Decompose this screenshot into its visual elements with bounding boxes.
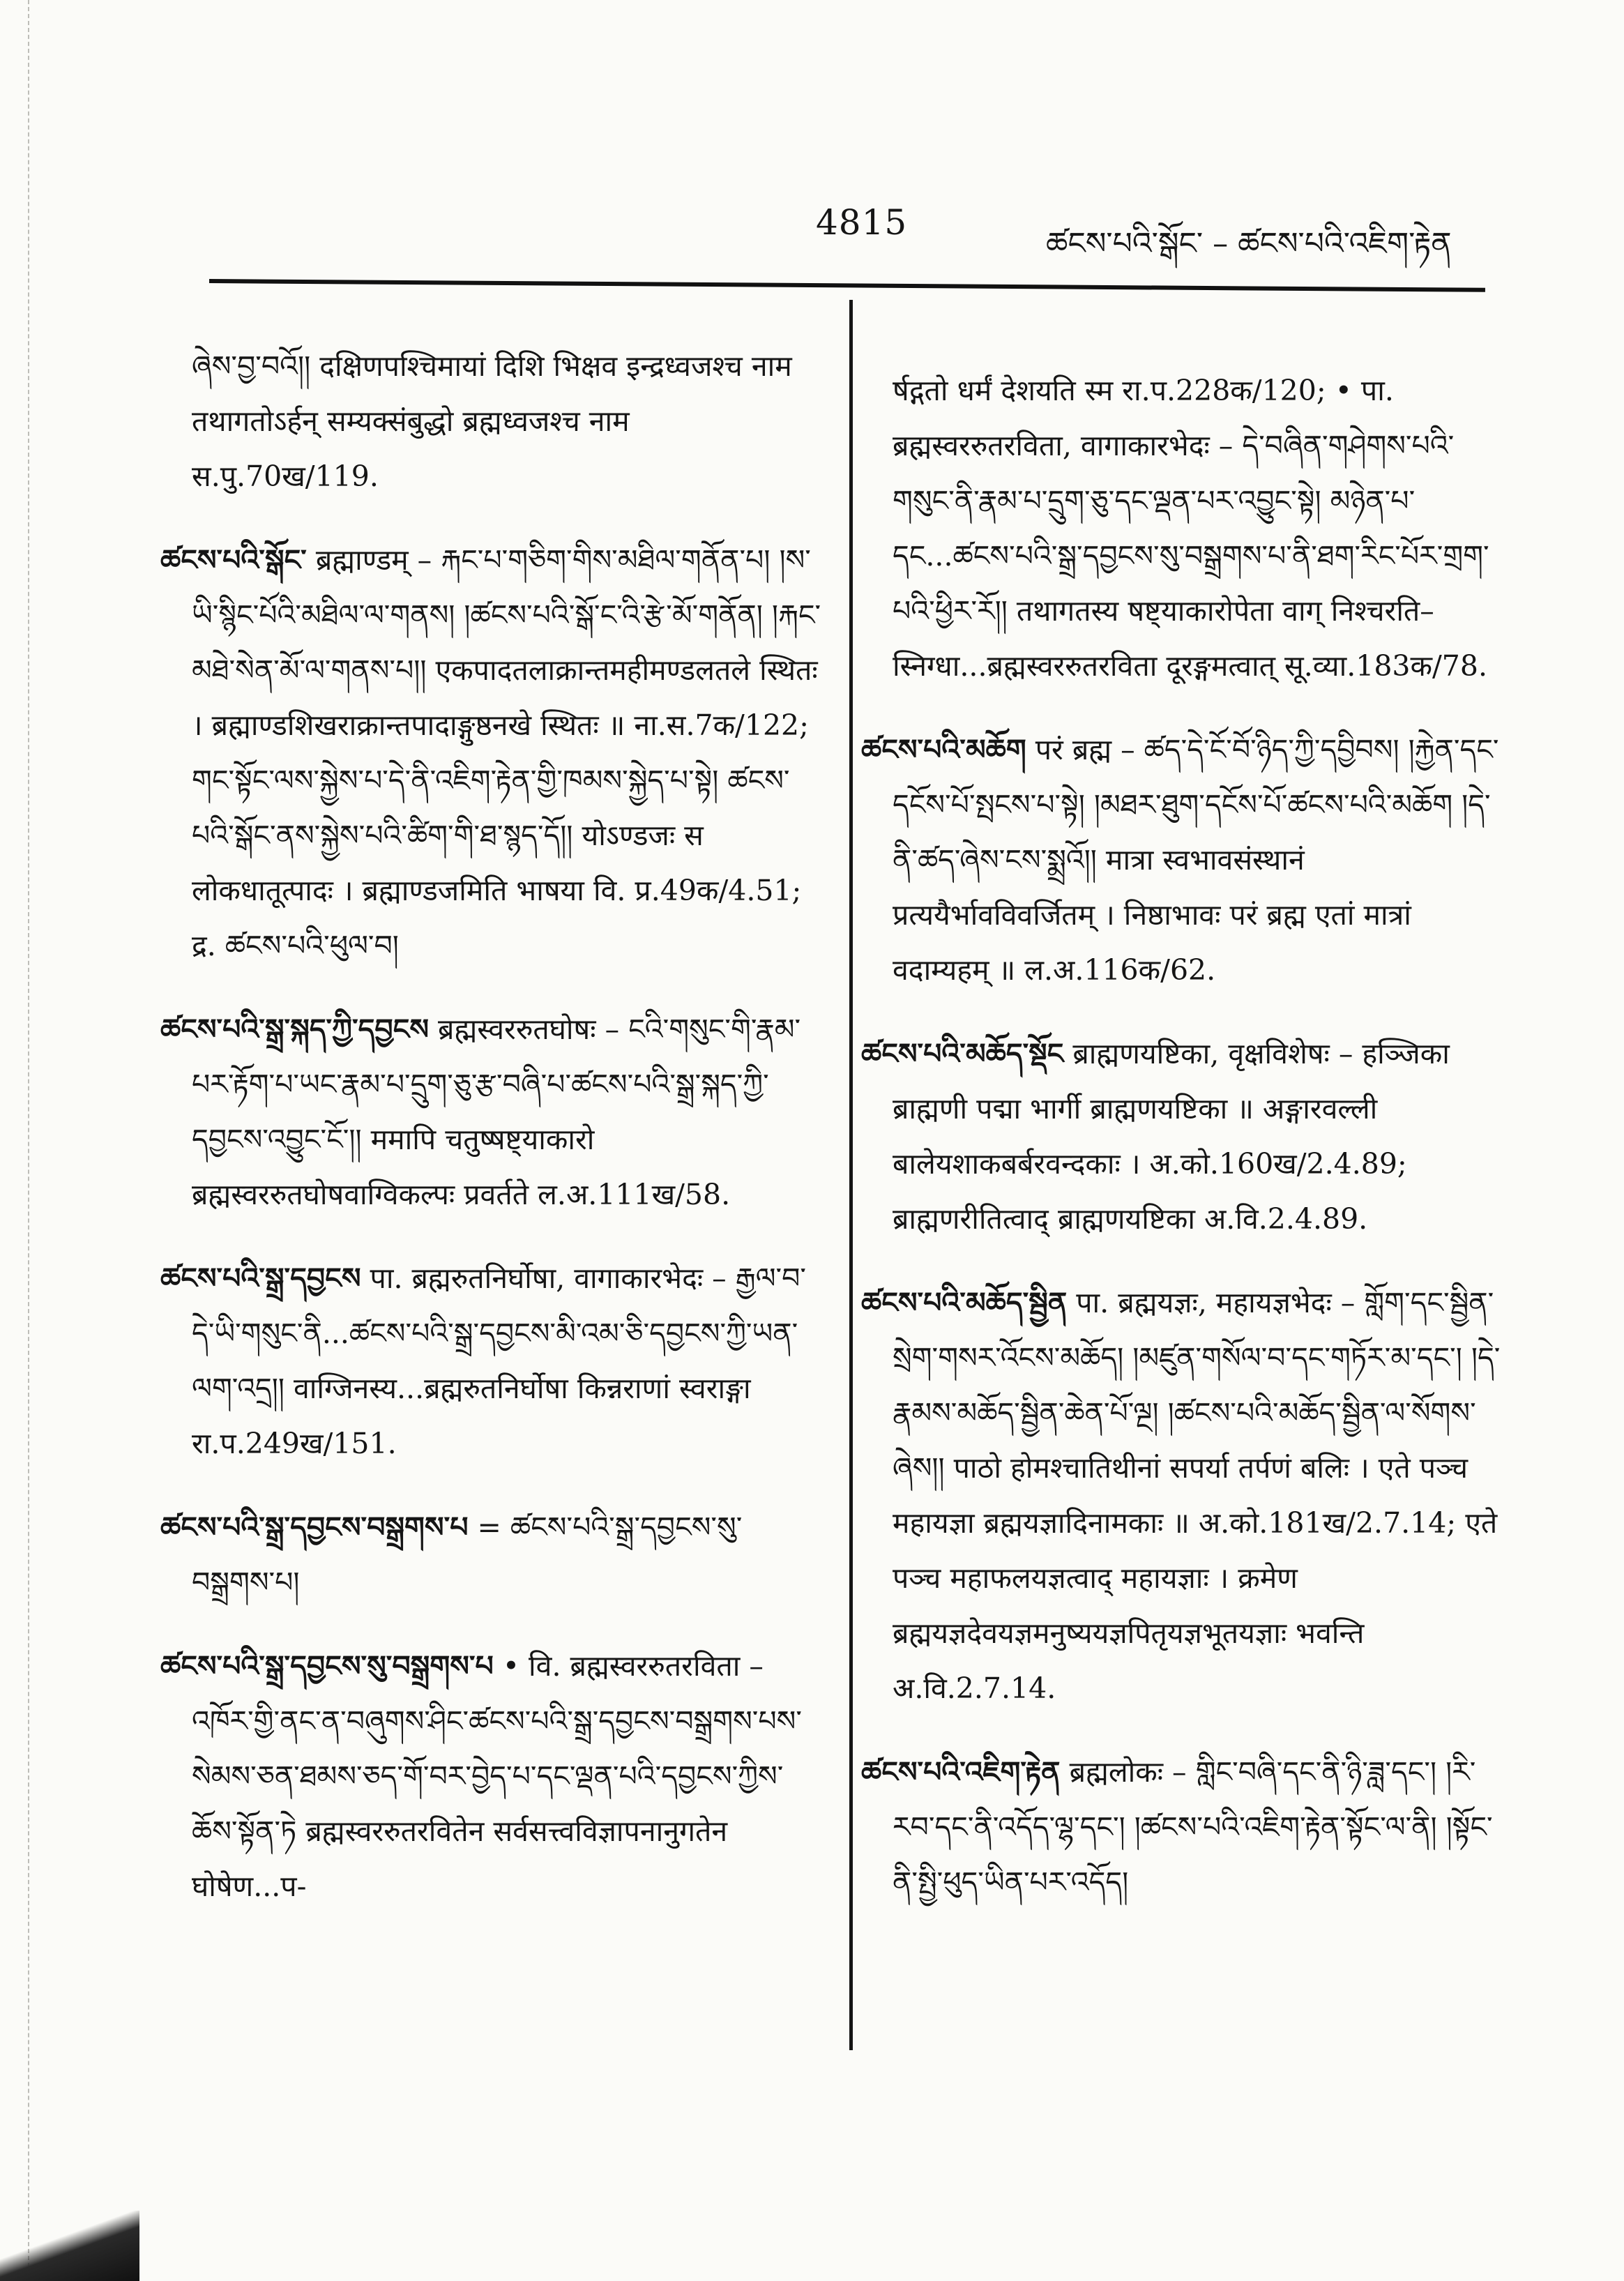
- dictionary-entry: [160, 339, 823, 504]
- dictionary-entry: [160, 1500, 823, 1610]
- entry-body: = ཚངས་པའི་སྒྲ་དབྱངས་སུ་བསྒྲགས་པ།: [192, 1510, 743, 1599]
- entry-body: परं ब्रह्म – ཚད་དེ་ངོ་བོ་ཉིད་ཀྱི་དབྱིབས། །རྐྱེན་དང་དངོས་པོ་སྤངས་པ་སྟེ། །མཐར་ཐུག་དངོས་པོ་ཚངས་པའི་མཆོག །དེ་ནི་ཚད་ཞེས་ངས་སྨྲའོ།། मात्रा स्वभावसंस्थानं प्रत्ययैर्भावविवर्जितम् । निष्ठाभावः परं ब्रह्म एतां मात्रां वदाम्यहम् ॥ ल.अ.116क/62.: [893, 733, 1499, 987]
- entry-body: • वि. ब्रह्मस्वररुतरविता – འཁོར་གྱི་ནང་ན་བཞུགས་ཤིང་ཚངས་པའི་སྒྲ་དབྱངས་བསྒྲགས་པས་སེམས་ཅན་ཐམས་ཅད་གོ་བར་བྱེད་པ་དང་ལྡན་པའི་དབྱངས་ཀྱིས་ཆོས་སྟོན་ཏེ ब्रह्मस्वररुतरवितेन सर्वसत्त्वविज्ञापनानुगतेन घोषेण...प-: [192, 1649, 802, 1903]
- entry-headword: ཚངས་པའི་མཆོད་སྦྱིན: [861, 1286, 1068, 1319]
- dictionary-entry: [861, 1026, 1503, 1247]
- dictionary-entry: [160, 1002, 823, 1222]
- entry-body: र्षद्गतो धर्मं देशयति स्म रा.प.228क/120; • पा. ब्रह्मस्वररुतरविता, वागाकारभेदः – དེ་བཞིན་གཤེགས་པའི་གསུང་ནི་རྣམ་པ་དྲུག་ཅུ་དང་ལྡན་པར་འབྱུང་སྟེ། མཉེན་པ་དང...ཚངས་པའི་སྒྲ་དབྱངས་སུ་བསྒྲགས་པ་ནི་ཐག་རིང་པོར་གྲག་པའི་ཕྱིར་རོ།། तथागतस्य षष्ट्याकारोपेता वाग् निश्चरति–स्निग्धा...ब्रह्मस्वररुतरविता दूरङ्गमत्वात् सू.व्या.183क/78.: [893, 374, 1489, 683]
- dictionary-entry: [160, 533, 823, 973]
- dictionary-entry: [160, 1639, 823, 1914]
- dictionary-entry: [160, 1251, 823, 1471]
- dictionary-entry: [861, 1275, 1503, 1716]
- entry-body: ब्रह्मलोकः – གླིང་བཞི་དང་ནི་ཉི་ཟླ་དང་། །རི་རབ་དང་ནི་འདོད་ལྷ་དང་། །ཚངས་པའི་འཇིག་རྟེན་སྟོང་ལ་ནི། །སྟོང་ནི་སྤྱི་ཕུད་ཡིན་པར་འདོད།: [893, 1755, 1493, 1899]
- running-head: ཚངས་པའི་སྒོང་ – ཚངས་པའི་འཇིག་རྟེན: [1046, 226, 1452, 262]
- entry-headword: ཚངས་པའི་འཇིག་རྟེན: [861, 1755, 1061, 1789]
- scan-shadow-corner: [0, 2211, 139, 2281]
- entry-headword: ཚངས་པའི་མཆོག: [861, 733, 1026, 766]
- entry-headword: ཚངས་པའི་སྒྲ་སྐད་ཀྱི་དབྱངས: [160, 1013, 429, 1046]
- dictionary-entry: [861, 722, 1503, 998]
- entry-body: ब्रह्मस्वररुतघोषः – ངའི་གསུང་གི་རྣམ་པར་རྟོག་པ་ཡང་རྣམ་པ་དྲུག་ཅུ་རྩ་བཞི་པ་ཚངས་པའི་སྒྲ་སྐད་ཀྱི་དབྱངས་འབྱུང་ངོ་།། ममापि चतुष्षष्ट्याकारो ब्रह्मस्वररुतघोषवाग्विकल्पः प्रवर्तते ल.अ.111ख/58.: [192, 1013, 801, 1211]
- dictionary-entry: [861, 1745, 1503, 1910]
- entry-headword: ཚངས་པའི་སྒྲ་དབྱངས: [160, 1261, 361, 1295]
- column-divider: [849, 300, 853, 2050]
- entry-body: ब्राह्मणयष्टिका, वृक्षविशेषः – हञ्जिका ब्राह्मणी पद्मा भार्गी ब्राह्मणयष्टिका ॥ अङ्गारवल्ली बालेयशाकबर्बरवन्दकाः । अ.को.160ख/2.4.89; ब्राह्मणरीतित्वाद् ब्राह्मणयष्टिका अ.वि.2.4.89.: [893, 1037, 1450, 1236]
- entry-body: पा. ब्रह्मयज्ञः, महायज्ञभेदः – གློག་དང་སྦྱིན་སྲེག་གསར་འོངས་མཆོད། །མཛུན་གསོལ་བ་དང་གཏོར་མ་དང་། །དེ་རྣམས་མཆོད་སྦྱིན་ཆེན་པོ་ལྔ། །ཚངས་པའི་མཆོད་སྦྱིན་ལ་སོགས་ཞེས།། पाठो होमश्चातिथीनां सपर्या तर्पणं बलिः । एते पञ्च महायज्ञा ब्रह्मयज्ञादिनामकाः ॥ अ.को.181ख/2.7.14; एते पञ्च महाफलयज्ञत्वाद् महायज्ञाः । क्रमेण ब्रह्मयज्ञदेवयज्ञमनुष्ययज्ञपितृयज्ञभूतयज्ञाः भवन्ति अ.वि.2.7.14.: [893, 1286, 1501, 1705]
- scan-left-edge: [0, 0, 29, 2281]
- entry-body: पा. ब्रह्मरुतनिर्घोषा, वागाकारभेदः – རྒྱལ་བ་དེ་ཡི་གསུང་ནི...ཚངས་པའི་སྒྲ་དབྱངས་མི་འམ་ཅི་དབྱངས་ཀྱི་ཡན་ལག་འདྲ།། वाग्जिनस्य...ब्रह्मरुतनिर्घोषा किन्नराणां स्वराङ्गा रा.प.249ख/151.: [192, 1261, 807, 1460]
- entry-headword: ཚངས་པའི་སྒོང་: [160, 543, 307, 577]
- right-column: [861, 335, 1503, 1937]
- entry-body: ब्रह्माण्डम् – རྐང་པ་གཅིག་གིས་མཐིལ་གནོན་པ། །ས་ཡི་སྙིང་པོའི་མཐིལ་ལ་གནས། །ཚངས་པའི་སྒོ་ང་འི་རྩེ་མོ་གནོན། །རྐང་མཐེ་སེན་མོ་ལ་གནས་པ།། एकपादतलाक्रान्तमहीमण्डलतले स्थितः । ब्रह्माण्डशिखराक्रान्तपादाङ्गुष्ठनखे स्थितः ॥ ना.स.7क/122; གང་སྟོང་ལས་སྐྱེས་པ་དེ་ནི་འཇིག་རྟེན་གྱི་ཁམས་སྐྱེད་པ་སྟེ། ཚངས་པའི་སྒོང་ནས་སྐྱེས་པའི་ཚིག་གི་ཐ་སྙད་དོ།། योऽण्डजः स लोकधातूत्पादः । ब्रह्माण्डजमिति भाषया वि. प्र.49क/4.51; द्र. ཚངས་པའི་ཕུལ་བ།: [192, 543, 821, 962]
- left-column: [160, 310, 823, 1941]
- entry-body: ཞེས་བྱ་བའོ།། दक्षिणपश्चिमायां दिशि भिक्षव इन्द्रध्वजश्च नाम तथागतोऽर्हन् सम्यक्संबुद्धो ब्रह्मध्वजश्च नाम स.पु.70ख/119.: [192, 349, 792, 493]
- page-number: 4815: [816, 202, 908, 243]
- entry-headword: ཚངས་པའི་སྒྲ་དབྱངས་སུ་བསྒྲགས་པ: [160, 1649, 494, 1683]
- entry-headword: ཚངས་པའི་སྒྲ་དབྱངས་བསྒྲགས་པ: [160, 1510, 469, 1544]
- dictionary-entry: [861, 363, 1503, 694]
- entry-headword: ཚངས་པའི་མཆོད་སྡོང: [861, 1037, 1064, 1070]
